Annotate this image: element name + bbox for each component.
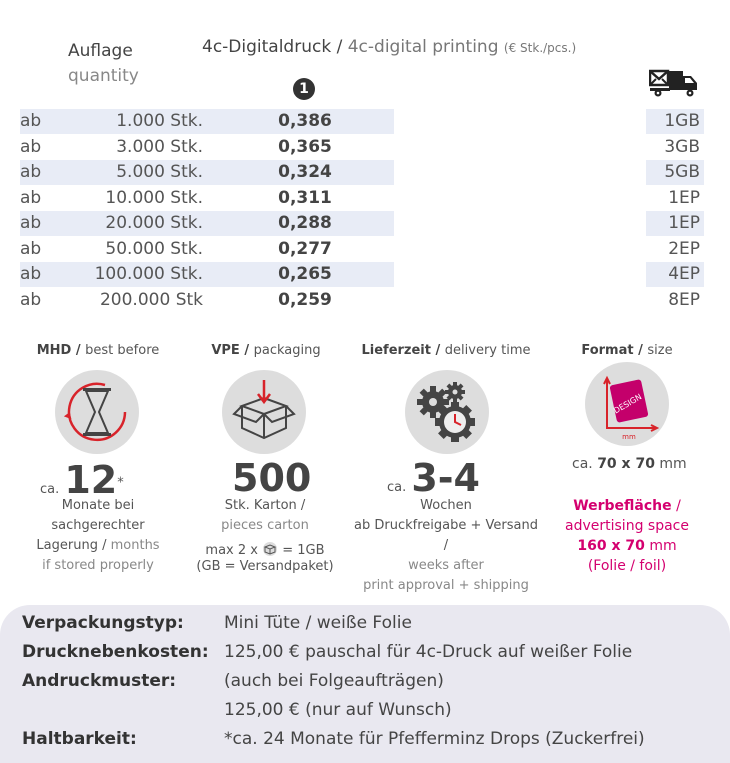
vpe-title: VPE / packaging	[211, 343, 321, 358]
advertising-en: advertising space	[565, 518, 689, 534]
shipping-unit: 4EP	[668, 264, 700, 284]
vpe-line4: (GB = Versandpaket)	[196, 559, 334, 574]
shipping-unit: 3GB	[664, 137, 700, 157]
prefix: ab	[20, 111, 42, 131]
table-row	[20, 211, 710, 236]
mm-label: mm	[622, 433, 636, 441]
mhd-line1: Monate bei	[61, 498, 135, 513]
format-ca: ca.	[572, 456, 593, 472]
format-title-en: size	[647, 343, 673, 358]
table-row	[20, 160, 710, 185]
price: 0,311	[278, 188, 332, 208]
format-size-unit: mm	[659, 456, 687, 472]
shipping-unit: 5GB	[664, 162, 700, 182]
mhd-title-de: MHD	[36, 343, 72, 358]
vpe-line3a: max 2 x	[205, 543, 258, 558]
table-row	[20, 135, 710, 160]
info-value: 125,00 € (nur auf Wunsch)	[224, 700, 452, 720]
shipping-unit: 1EP	[668, 188, 700, 208]
delivery-number: 3-4	[411, 456, 480, 500]
shipping-unit: 1GB	[664, 111, 700, 131]
delivery-line2: ab Druckfreigabe + Versand /	[354, 518, 538, 553]
info-value: Mini Tüte / weiße Folie	[224, 613, 412, 633]
format-title-de: Format	[581, 343, 634, 358]
prefix: ab	[20, 162, 42, 182]
delivery-line1: Wochen	[420, 498, 472, 513]
hourglass-icon	[55, 370, 139, 454]
price: 0,259	[278, 290, 332, 310]
mhd-line3-de: Lagerung	[36, 538, 98, 553]
mhd-value	[40, 460, 124, 500]
info-key: Drucknebenkosten:	[22, 642, 209, 662]
advertising-unit: mm	[649, 538, 677, 554]
delivery-value	[387, 458, 480, 498]
quantity: 1.000 Stk.	[116, 111, 203, 131]
format-size-value: 70 x 70	[597, 456, 655, 472]
vpe-description	[170, 496, 360, 575]
prefix: ab	[20, 239, 42, 259]
advertising-size: 160 x 70	[577, 538, 645, 554]
column-number-badge: 1	[293, 78, 315, 100]
price: 0,265	[278, 264, 332, 284]
vpe-title-en: packaging	[253, 343, 321, 358]
quantity: 50.000 Stk.	[105, 239, 203, 259]
vpe-line2: pieces carton	[221, 518, 309, 533]
mhd-title: MHD / best before	[36, 343, 160, 358]
mhd-line3-en: months	[110, 538, 160, 553]
mhd-title-en: best before	[85, 343, 160, 358]
info-key: Verpackungstyp:	[22, 613, 184, 633]
mhd-star: *	[117, 475, 124, 491]
product-name-en: 4c-digital printing	[347, 37, 499, 57]
delivery-line3: weeks after	[408, 558, 484, 573]
table-row	[20, 237, 710, 262]
quantity: 5.000 Stk.	[116, 162, 203, 182]
advertising-de: Werbefläche	[573, 498, 672, 514]
vpe-title-de: VPE	[211, 343, 240, 358]
info-key: Haltbarkeit:	[22, 729, 137, 749]
gears-clock-icon	[405, 370, 489, 454]
prefix: ab	[20, 188, 42, 208]
table-row	[20, 186, 710, 211]
shipping-unit: 8EP	[668, 290, 700, 310]
info-value: 125,00 € pauschal für 4c-Druck auf weißer Folie	[224, 642, 633, 662]
info-value: (auch bei Folgeaufträgen)	[224, 671, 444, 691]
quantity: 20.000 Stk.	[105, 213, 203, 233]
price-unit: (€ Stk./pcs.)	[503, 41, 577, 55]
shipping-unit: 1EP	[668, 213, 700, 233]
box-icon	[222, 370, 306, 454]
vpe-line1: Stk. Karton /	[224, 498, 306, 513]
mhd-number: 12	[64, 458, 118, 502]
vpe-number: 500	[232, 456, 312, 500]
delivery-title-de: Lieferzeit	[361, 343, 431, 358]
quantity-header-en: quantity	[68, 66, 139, 86]
shipping-unit: 2EP	[668, 239, 700, 259]
price: 0,324	[278, 162, 332, 182]
header-separator: /	[331, 37, 348, 57]
design-label: DESIGN	[612, 392, 644, 416]
format-title: Format / size	[581, 343, 673, 358]
prefix: ab	[20, 137, 42, 157]
prefix: ab	[20, 264, 42, 284]
price: 0,288	[278, 213, 332, 233]
mhd-line2: sachgerechter	[51, 518, 145, 533]
quantity-header-de: Auflage	[68, 41, 133, 61]
mhd-description: Monate bei sachgerechter Lagerung / months if stored properly	[3, 496, 193, 576]
advertising-description: Werbefläche / advertising space 160 x 70 mm (Folie / foil)	[532, 496, 722, 576]
info-key: Andruckmuster:	[22, 671, 177, 691]
delivery-title-en: delivery time	[444, 343, 531, 358]
prefix: ab	[20, 213, 42, 233]
table-row	[20, 262, 710, 287]
quantity: 10.000 Stk.	[105, 188, 203, 208]
product-name-de: 4c-Digitaldruck	[202, 37, 332, 57]
table-row	[20, 109, 710, 134]
delivery-description	[351, 496, 541, 596]
quantity: 100.000 Stk.	[94, 264, 203, 284]
mhd-line4: if stored properly	[42, 558, 154, 573]
product-header	[202, 37, 576, 57]
format-size	[572, 456, 687, 472]
vpe-line3b: = 1GB	[282, 543, 325, 558]
shipping-truck-icon	[649, 68, 699, 98]
delivery-line4: print approval + shipping	[363, 578, 529, 593]
delivery-title: Lieferzeit / delivery time	[361, 343, 531, 358]
mhd-ca: ca.	[40, 482, 60, 497]
price: 0,277	[278, 239, 332, 259]
price: 0,365	[278, 137, 332, 157]
delivery-ca: ca.	[387, 480, 407, 495]
info-value: *ca. 24 Monate für Pfefferminz Drops (Zuckerfrei)	[224, 729, 645, 749]
quantity: 200.000 Stk	[99, 290, 203, 310]
quantity: 3.000 Stk.	[116, 137, 203, 157]
advertising-note: (Folie / foil)	[587, 558, 667, 574]
small-box-icon	[262, 542, 278, 556]
format-icon	[585, 362, 669, 446]
prefix: ab	[20, 290, 42, 310]
price: 0,386	[278, 111, 332, 131]
table-row	[20, 288, 710, 313]
